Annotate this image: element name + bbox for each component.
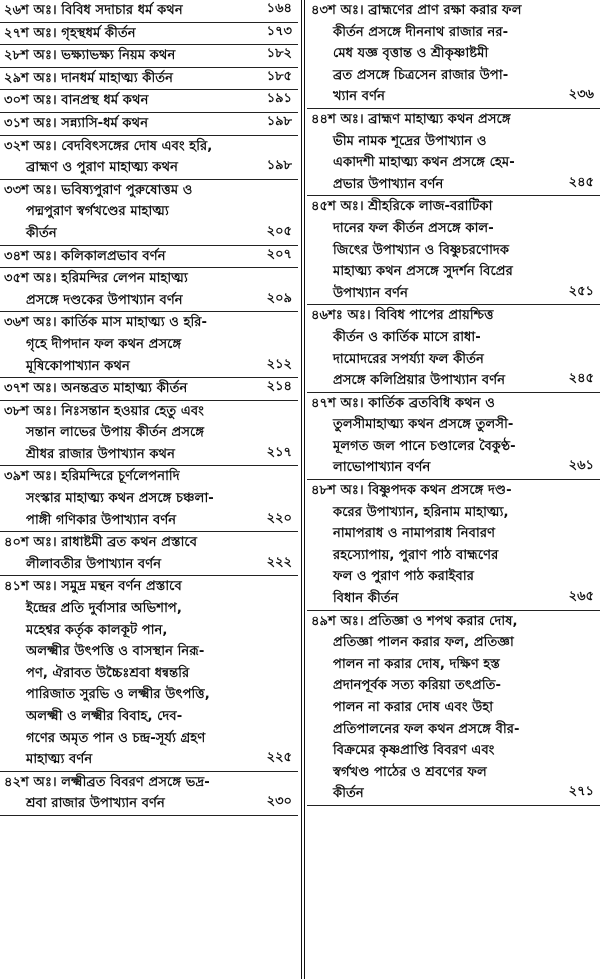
chapter-entry [0, 772, 298, 816]
chapter-entry [0, 246, 298, 269]
chapter-continuation-line: একাদশী মাহাত্ম্য কথন প্রসঙ্গে হেম- [333, 155, 515, 171]
page-number: ১৮৫ [266, 68, 292, 84]
chapter-continuation-line: সন্তান লাভের উপায় কীর্তন প্রসঙ্গে [26, 425, 205, 441]
chapter-title-line: ৪৬শঃ অঃ। বিবিধ পাপের প্রায়শ্চিত্ত [311, 308, 494, 324]
chapter-continuation-line: শ্রীধর রাজার উপাখ্যান কথন [26, 446, 175, 462]
chapter-continuation-line: তুলসীমাহাত্ম্য কথন প্রসঙ্গে তুলসী- [333, 417, 514, 433]
chapter-title-line: ৩৭শ অঃ। অনন্তব্রত মাহাত্ম্য কীর্তন [4, 381, 188, 397]
chapter-continuation-line: দানের ফল কীর্তন প্রসঙ্গে কাল- [333, 220, 494, 236]
chapter-continuation-line: লাভোপাখ্যান বর্ণন [333, 460, 431, 476]
chapter-continuation-line: নামাপরাধ ও নামাপরাধ নিবারণ [333, 526, 496, 542]
chapter-title-line: ৪৭শ অঃ। কার্তিক ব্রতবিধি কথন ও [311, 395, 495, 411]
chapter-entry [307, 393, 600, 480]
chapter-entry [307, 0, 600, 109]
chapter-continuation-line: ব্রত প্রসঙ্গে চিত্রসেন রাজার উপা- [333, 67, 509, 83]
page-number: ২১৭ [266, 444, 292, 460]
chapter-title-line: ৪০শ অঃ। রাধাষ্টমী ব্রত কথন প্রস্তাবে [4, 535, 198, 551]
chapter-continuation-line: জিৎের উপাখ্যান ও বিষ্ণুচরণোদক [333, 242, 510, 258]
chapter-continuation-line: সংস্কার মাহাত্ম্য কথন প্রসঙ্গে চঞ্চলা- [26, 491, 214, 507]
chapter-continuation-line: কীর্তন [333, 786, 364, 802]
chapter-continuation-line: পালন না করার দোষ এবং উহা [333, 700, 494, 715]
chapter-title-line: ৩৫শ অঃ। হরিমন্দির লেপন মাহাত্ম্য [4, 271, 188, 287]
chapter-title-line: ৩২শ অঃ। বেদবিৎসঙ্গের দোষ এবং হরি, [4, 138, 213, 154]
chapter-entry [307, 305, 600, 392]
chapter-entry [0, 90, 298, 113]
chapter-entry [0, 45, 298, 68]
right-column [307, 0, 600, 979]
chapter-continuation-line: কীর্তন [26, 225, 57, 241]
page-number: ২৬১ [568, 458, 594, 474]
chapter-entry [0, 401, 298, 467]
chapter-continuation-line: পালন না করার দোষ, দক্ষিণ হস্ত [333, 656, 500, 672]
page-number: ১৯৮ [266, 158, 292, 174]
page-number: ১৭৩ [266, 23, 292, 39]
chapter-entry [0, 113, 298, 136]
chapter-title-line: ২৯শ অঃ। দানধর্ম মাহাত্ম্য কীর্তন [4, 70, 174, 86]
chapter-entry [0, 268, 298, 312]
chapter-continuation-line: ইন্দ্রের প্রতি দুর্বাসার অভিশাপ, [26, 601, 182, 617]
chapter-continuation-line: খ্যান বর্ণন [333, 89, 385, 105]
chapter-entry [0, 576, 298, 771]
chapter-continuation-line: মহেশ্বর কর্তৃক কালকূট পান, [26, 622, 168, 638]
chapter-continuation-line: মাহাত্ম্য কথন প্রসঙ্গে সুদর্শন বিপ্রের [333, 264, 513, 280]
chapter-continuation-line: পাঙ্গী গণিকার উপাখ্যান বর্ণন [26, 512, 177, 528]
chapter-continuation-line: রহস্যোপায়, পুরাণ পাঠ বাহ্মণের [333, 547, 499, 563]
chapter-title-line: ৪৮শ অঃ। বিষ্ণুপদক কথন প্রসঙ্গে দণ্ড- [311, 483, 512, 499]
chapter-continuation-line: ব্রাহ্মণ ও পুরাণ মাহাত্ম্য কথন [26, 160, 179, 176]
page-number: ১৯৮ [266, 113, 292, 129]
page-number: ১৯১ [266, 91, 292, 107]
chapter-continuation-line: কীর্তন ও কার্তিক মাসে রাধা- [333, 329, 481, 345]
page-number: ২২৫ [266, 750, 292, 766]
chapter-title-line: ৪৫শ অঃ। শ্রীহরিকে লাজ-বরাটিকা [311, 199, 493, 215]
chapter-continuation-line: প্রভার উপাখ্যান বর্ণন [333, 176, 444, 192]
chapter-entry [0, 312, 298, 378]
page-number: ২১২ [266, 356, 292, 372]
chapter-entry [307, 611, 600, 806]
chapter-continuation-line: বিধান কীর্তন [333, 591, 399, 607]
chapter-title-line: ৪১শ অঃ। সমুদ্র মন্থন বর্ণন প্রস্তাবে [4, 579, 182, 595]
chapter-entry [307, 196, 600, 305]
chapter-entry [307, 109, 600, 196]
page-number: ২০৭ [266, 246, 292, 262]
chapter-title-line: ৪৯শ অঃ। প্রতিজ্ঞা ও শপথ করার দোষ, [311, 613, 518, 629]
chapter-continuation-line: মাহাত্ম্য বর্ণন [26, 752, 93, 768]
page-number: ২৪৫ [568, 371, 594, 387]
page-number: ২৬৫ [568, 589, 594, 605]
chapter-entry [0, 0, 298, 23]
chapter-title-line: ৪৪শ অঃ। ব্রাহ্মণ মাহাত্ম্য কথন প্রসঙ্গে [311, 111, 511, 127]
page-number: ২১৪ [266, 379, 292, 395]
chapter-continuation-line: মূষিকোপাখ্যান কথন [26, 358, 130, 374]
left-column [0, 0, 298, 979]
chapter-title-line: ৩০শ অঃ। বানপ্রস্থ ধর্ম কথন [4, 93, 149, 109]
chapter-continuation-line: স্বর্গখণ্ড পাঠের ও শ্রবণের ফল [333, 764, 487, 780]
chapter-continuation-line: উপাখ্যান বর্ণন [333, 285, 409, 301]
chapter-continuation-line: প্রসঙ্গে দণ্ডকের উপাখ্যান বর্ণন [26, 292, 183, 308]
chapter-continuation-line: বিক্রমের কৃষ্ণপ্রাপ্তি বিবরণ এবং [333, 743, 495, 759]
chapter-entry [0, 532, 298, 576]
chapter-title-line: ৩৮শ অঃ। নিঃসন্তান হওয়ার হেতু এবং [4, 403, 204, 419]
chapter-entry [0, 68, 298, 91]
chapter-continuation-line: লীলাবতীর উপাখ্যান বর্ণন [26, 556, 162, 572]
page-number: ২২০ [266, 510, 292, 526]
chapter-entry [307, 480, 600, 611]
chapter-title-line: ২৮শ অঃ। ভক্ষ্যাভক্ষ্য নিয়ম কথন [4, 48, 176, 64]
chapter-title-line: ২৬শ অঃ। বিবিধ সদাচার ধর্ম কথন [4, 3, 183, 18]
chapter-entry [0, 23, 298, 46]
page-number: ২০৯ [266, 290, 292, 306]
page-number: ১৮২ [266, 46, 292, 62]
chapter-title-line: ৩৯শ অঃ। হরিমন্দিরে চূর্ণলেপনাদি [4, 469, 180, 485]
chapter-entry [0, 180, 298, 246]
chapter-continuation-line: প্রদানপূর্বক সত্য করিয়া তৎপ্রতি- [333, 678, 501, 694]
page-number: ২৪৫ [568, 174, 594, 190]
chapter-continuation-line: অলক্ষ্মী ও লক্ষ্মীর বিবাহ, দেব- [26, 709, 183, 724]
chapter-continuation-line: প্রসঙ্গে কলিপ্রিয়ার উপাখ্যান বর্ণন [333, 373, 506, 389]
column-divider [301, 0, 305, 979]
chapter-continuation-line: ফল ও পুরাণ পাঠ করাইবার [333, 569, 474, 585]
chapter-entry [0, 378, 298, 401]
page-number: ২৩৬ [568, 87, 594, 103]
chapter-continuation-line: করের উপাখ্যান, হরিনাম মাহাত্ম্য, [333, 504, 509, 520]
chapter-continuation-line: কীর্তন প্রসঙ্গে দীননাথ রাজার নর- [333, 24, 509, 40]
chapter-continuation-line: মেধ যজ্ঞ বৃত্তান্ত ও শ্রীকৃষ্ণাষ্টমী [333, 46, 489, 62]
chapter-title-line: ৪৩শ অঃ। ব্রাহ্মণের প্রাণ রক্ষা করার ফল [311, 3, 522, 18]
chapter-entry [0, 136, 298, 180]
chapter-continuation-line: প্রতিজ্ঞা পালন করার ফল, প্রতিজ্ঞা [333, 635, 514, 651]
chapter-title-line: ২৭শ অঃ। গৃহস্থধর্ম কীর্তন [4, 25, 136, 41]
chapter-title-line: ৩১শ অঃ। সন্ন্যাসি-ধর্ম কথন [4, 115, 149, 131]
chapter-continuation-line: পদ্মপুরাণ স্বর্গখণ্ডের মাহাত্ম্য [26, 204, 169, 220]
page-number: ২৫১ [568, 283, 594, 299]
page-number: ২২২ [266, 554, 292, 570]
chapter-continuation-line: ভীম নামক শূদ্রের উপাখ্যান ও [333, 133, 487, 149]
chapter-entry [0, 466, 298, 532]
chapter-continuation-line: পণ, ঐরাবত উচ্চৈঃশ্রবা ধন্বন্তরি [26, 665, 190, 681]
page-number: ১৬৪ [266, 1, 292, 16]
chapter-title-line: ৩৪শ অঃ। কলিকালপ্রভাব বর্ণন [4, 248, 166, 264]
chapter-title-line: ৩৬শ অঃ। কার্তিক মাস মাহাত্ম্য ও হরি- [4, 315, 208, 331]
chapter-continuation-line: পারিজাত সুরভি ও লক্ষ্মীর উৎপত্তি, [26, 687, 210, 703]
chapter-title-line: ৪২শ অঃ। লক্ষ্মীব্রত বিবরণ প্রসঙ্গে ভদ্র- [4, 774, 210, 790]
chapter-continuation-line: গৃহে দীপদান ফল কথন প্রসঙ্গে [26, 336, 182, 352]
page-number: ২৭১ [568, 784, 594, 800]
chapter-continuation-line: গণের অমৃত পান ও চন্দ্র-সূর্য্য গ্রহণ [26, 730, 206, 746]
chapter-title-line: ৩৩শ অঃ। ভবিষ্যপুরাণ পুরুষোত্তম ও [4, 182, 193, 198]
chapter-continuation-line: শ্রবা রাজার উপাখ্যান বর্ণন [26, 796, 165, 812]
page-number: ২৩০ [266, 794, 292, 810]
chapter-continuation-line: প্রতিপালনের ফল কথন প্রসঙ্গে বীর- [333, 721, 520, 737]
chapter-continuation-line: অলক্ষ্মীর উৎপত্তি ও বাসস্থান নিরূ- [26, 644, 205, 660]
chapter-continuation-line: মূলগত জল পানে চণ্ডালের বৈকুণ্ঠ- [333, 438, 516, 454]
chapter-continuation-line: দামোদরের সপর্য্যা ফল কীর্তন [333, 351, 484, 367]
page-number: ২০৫ [266, 223, 292, 239]
